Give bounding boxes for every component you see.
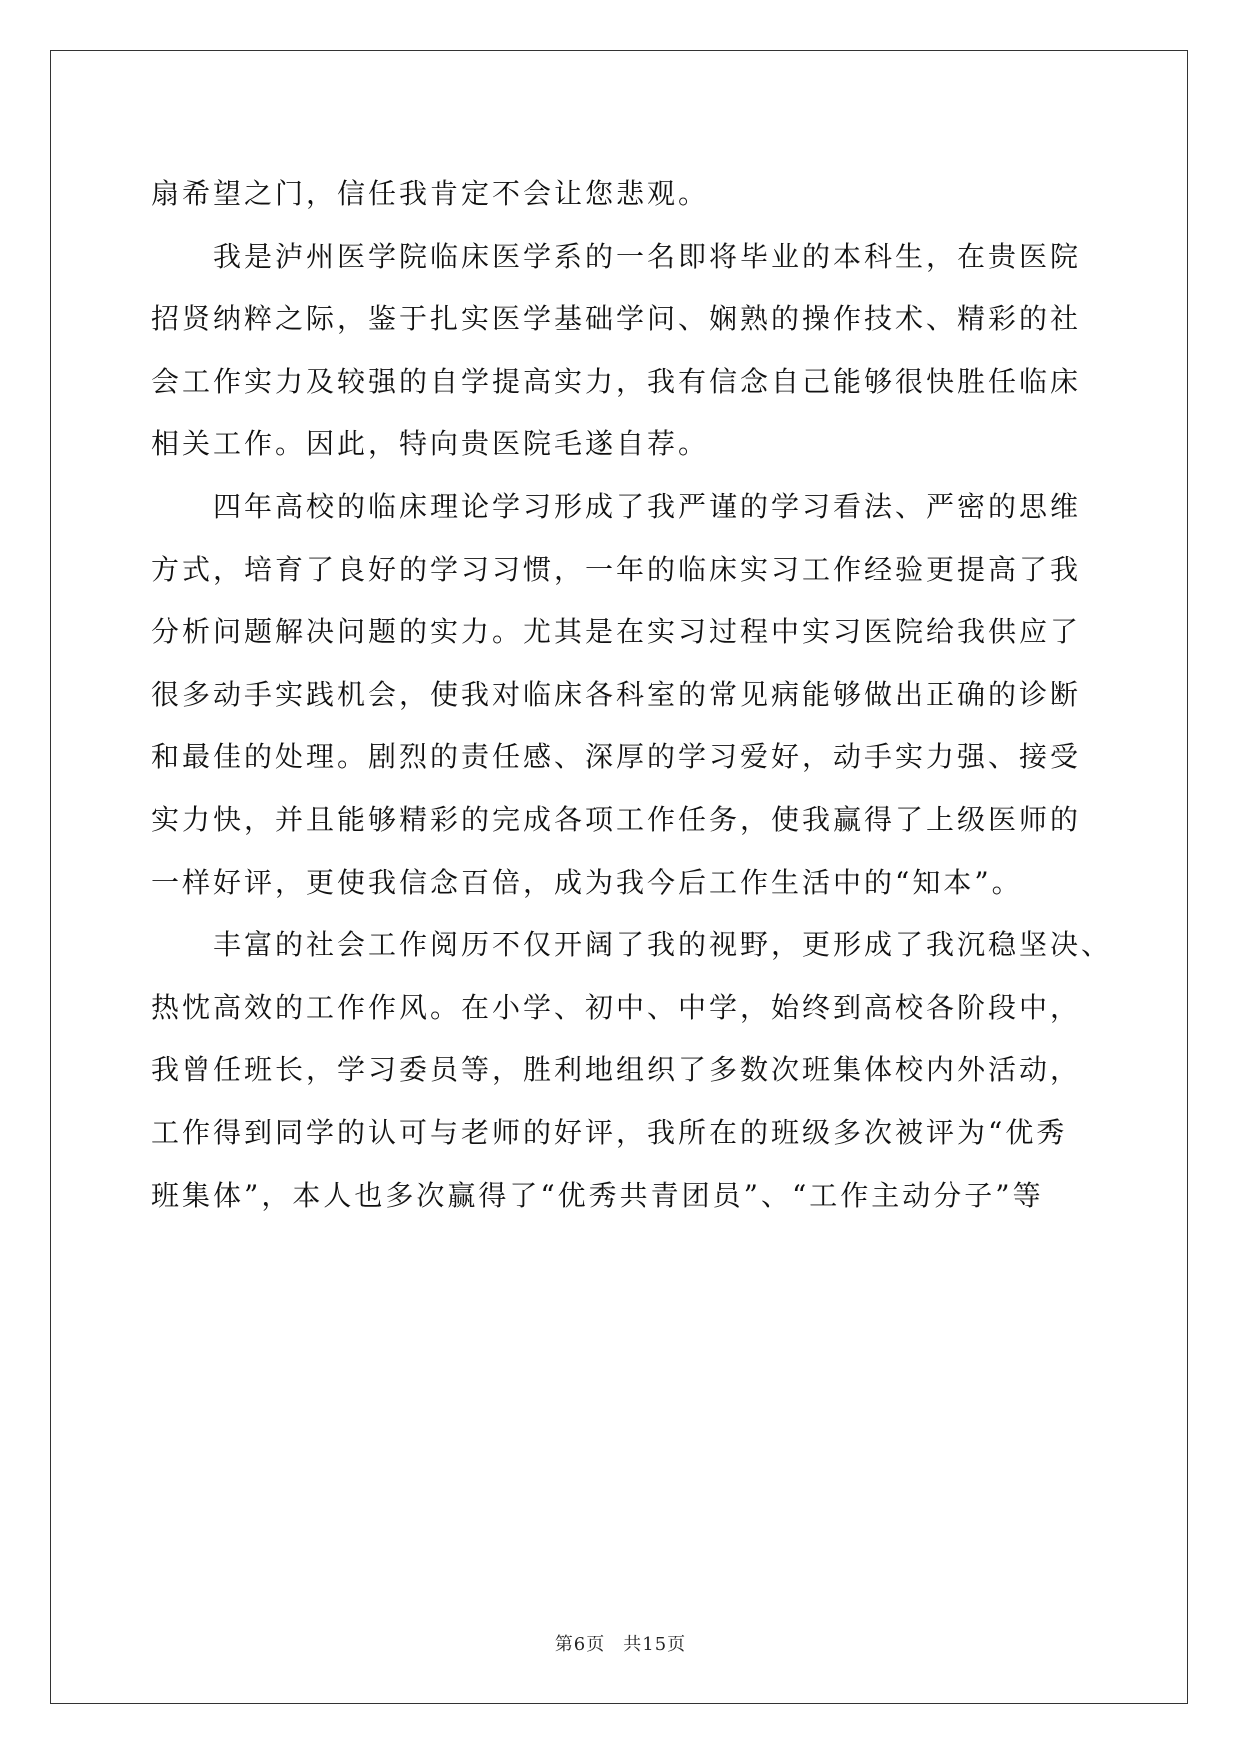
text-line: 工作得到同学的认可与老师的好评，我所在的班级多次被评为“优秀 (151, 1115, 1068, 1149)
text-line: 很多动手实践机会，使我对临床各科室的常见病能够做出正确的诊断 (151, 677, 1082, 711)
text-line: 一样好评，更使我信念百倍，成为我今后工作生活中的“知本”。 (151, 865, 1023, 899)
text-line: 扇希望之门，信任我肯定不会让您悲观。 (151, 177, 710, 210)
text-line: 四年高校的临床理论学习形成了我严谨的学习看法、严密的思维 (151, 489, 1082, 523)
page-footer (0, 1630, 1241, 1656)
text-line: 我曾任班长，学习委员等，胜利地组织了多数次班集体校内外活动， (151, 1053, 1082, 1087)
page-number: 第6页 (554, 1634, 606, 1655)
text-line: 我是泸州医学院临床医学系的一名即将毕业的本科生，在贵医院 (151, 239, 1082, 273)
text-line: 丰富的社会工作阅历不仅开阔了我的视野，更形成了我沉稳坚决、 (151, 928, 1113, 962)
text-line: 热忱高效的工作作风。在小学、初中、中学，始终到高校各阶段中， (151, 990, 1082, 1024)
page-total: 共15页 (623, 1634, 687, 1655)
text-line: 班集体”，本人也多次赢得了“优秀共青团员”、“工作主动分子”等 (151, 1178, 1044, 1212)
text-line: 招贤纳粹之际，鉴于扎实医学基础学问、娴熟的操作技术、精彩的社 (151, 302, 1082, 336)
document-body (151, 163, 1113, 1227)
text-line: 和最佳的处理。剧烈的责任感、深厚的学习爱好，动手实力强、接受 (151, 740, 1082, 774)
text-line: 会工作实力及较强的自学提高实力，我有信念自己能够很快胜任临床 (151, 364, 1082, 398)
text-line: 方式，培育了良好的学习习惯，一年的临床实习工作经验更提高了我 (151, 552, 1082, 586)
text-line: 相关工作。因此，特向贵医院毛遂自荐。 (151, 427, 710, 461)
text-line: 分析问题解决问题的实力。尤其是在实习过程中实习医院给我供应了 (151, 615, 1082, 649)
text-line: 实力快，并且能够精彩的完成各项工作任务，使我赢得了上级医师的 (151, 802, 1082, 836)
